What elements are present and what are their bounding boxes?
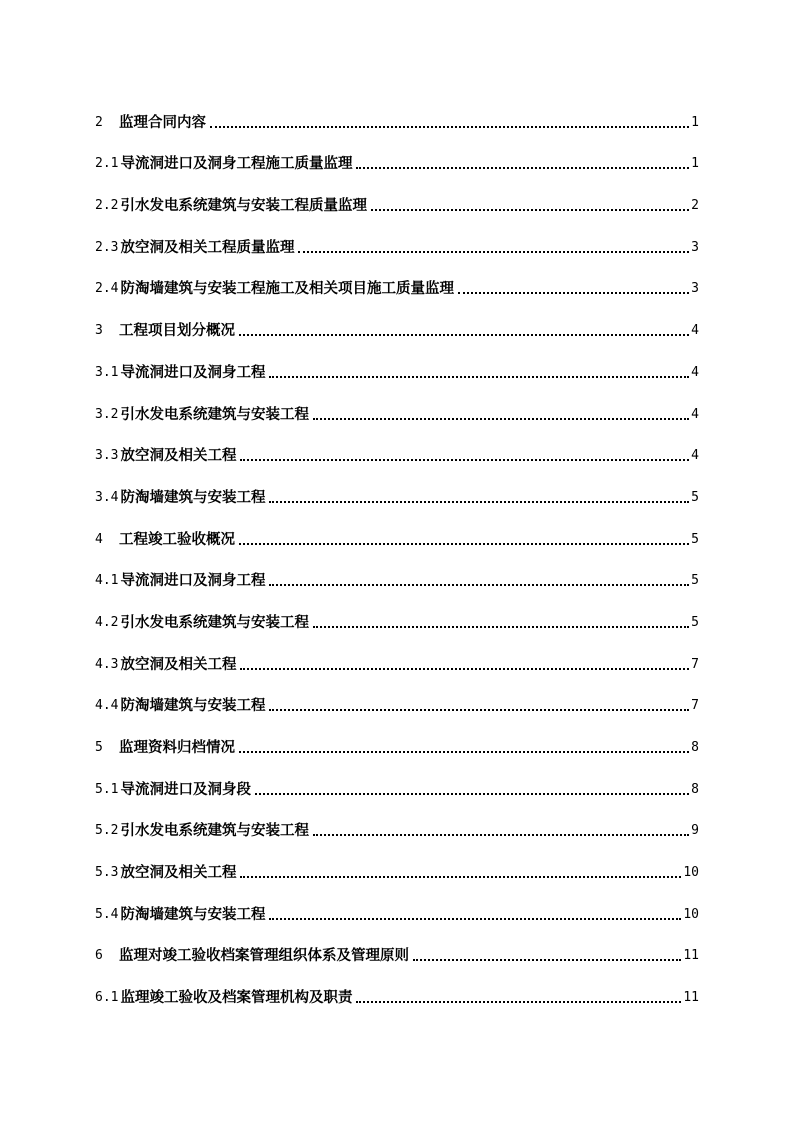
toc-entry-title: 导流洞进口及洞身工程: [120, 572, 266, 590]
toc-entry-page-number: 4: [691, 406, 699, 422]
toc-entry-page-number: 10: [683, 865, 699, 881]
toc-dot-leader: [240, 668, 689, 670]
toc-entry-title: 导流洞进口及洞身工程施工质量监理: [120, 155, 353, 173]
toc-dot-leader: [313, 626, 689, 628]
toc-entry[interactable]: [95, 393, 699, 435]
toc-dot-leader: [269, 501, 689, 503]
toc-entry[interactable]: [95, 309, 699, 351]
toc-entry-number: 5.4: [95, 906, 119, 922]
toc-dot-leader: [269, 376, 689, 378]
toc-entry-number: 5: [95, 740, 103, 755]
toc-entry-title: 监理竣工验收及档案管理机构及职责: [120, 989, 353, 1007]
toc-entry-title: 工程竣工验收概况: [119, 530, 235, 548]
toc-dot-leader: [313, 834, 689, 836]
toc-entry-title: 导流洞进口及洞身段: [120, 780, 251, 798]
toc-entry-number: 2.2: [95, 198, 119, 214]
toc-entry-page-number: 3: [691, 281, 699, 297]
toc-entry-title: 导流洞进口及洞身工程: [120, 363, 266, 381]
toc-entry[interactable]: [95, 685, 699, 727]
toc-entry-title: 监理对竣工验收档案管理组织体系及管理原则: [119, 947, 409, 965]
toc-entry[interactable]: [95, 601, 699, 643]
toc-entry-number: 2: [95, 114, 103, 130]
toc-entry[interactable]: [95, 351, 699, 393]
toc-entry-number: 4.2: [95, 614, 119, 630]
toc-entry[interactable]: [95, 935, 699, 977]
toc-entry-page-number: 5: [691, 489, 699, 505]
toc-entry-page-number: 9: [691, 823, 699, 839]
toc-entry-number: 5.3: [95, 865, 119, 881]
table-of-contents: [95, 101, 699, 1018]
toc-entry-number: 5.2: [95, 823, 119, 839]
toc-entry-title: 引水发电系统建筑与安装工程: [120, 405, 309, 423]
toc-entry-title: 工程项目划分概况: [119, 322, 235, 340]
toc-entry-page-number: 7: [691, 698, 699, 714]
toc-entry-number: 3: [95, 323, 103, 339]
toc-dot-leader: [239, 751, 689, 753]
toc-entry[interactable]: [95, 435, 699, 477]
toc-dot-leader: [413, 959, 681, 961]
toc-entry-page-number: 4: [691, 448, 699, 464]
toc-entry-title: 引水发电系统建筑与安装工程: [120, 613, 309, 631]
toc-entry[interactable]: [95, 768, 699, 810]
toc-dot-leader: [239, 334, 689, 336]
toc-entry-page-number: 4: [691, 364, 699, 380]
toc-entry-number: 5.1: [95, 781, 119, 797]
toc-dot-leader: [371, 209, 689, 211]
toc-entry-page-number: 11: [683, 948, 699, 964]
toc-entry-page-number: 7: [691, 656, 699, 672]
toc-entry-number: 4.3: [95, 656, 119, 672]
toc-entry-page-number: 1: [691, 114, 699, 130]
toc-entry-number: 4: [95, 531, 103, 547]
toc-entry-page-number: 3: [691, 239, 699, 255]
toc-dot-leader: [356, 167, 689, 169]
toc-entry-page-number: 10: [683, 906, 699, 922]
toc-entry-number: 6: [95, 948, 103, 964]
toc-entry-title: 放空洞及相关工程: [120, 864, 237, 882]
toc-entry-number: 3.2: [95, 406, 119, 422]
toc-entry-number: 2.1: [95, 156, 119, 172]
toc-entry-number: 3.4: [95, 489, 119, 505]
toc-entry-title: 防淘墙建筑与安装工程施工及相关项目施工质量监理: [120, 280, 454, 298]
toc-entry[interactable]: [95, 226, 699, 268]
toc-entry-title: 引水发电系统建筑与安装工程质量监理: [120, 197, 367, 215]
toc-entry[interactable]: [95, 143, 699, 185]
toc-entry[interactable]: [95, 518, 699, 560]
toc-entry[interactable]: [95, 560, 699, 602]
toc-entry-title: 防淘墙建筑与安装工程: [120, 488, 266, 506]
toc-dot-leader: [239, 543, 689, 545]
toc-entry-number: 2.4: [95, 281, 119, 297]
toc-entry[interactable]: [95, 476, 699, 518]
toc-dot-leader: [240, 459, 689, 461]
toc-entry-title: 放空洞及相关工程: [120, 655, 237, 673]
toc-dot-leader: [356, 1001, 681, 1003]
toc-entry[interactable]: [95, 101, 699, 143]
toc-entry[interactable]: [95, 976, 699, 1018]
toc-entry-title: 放空洞及相关工程质量监理: [120, 238, 295, 256]
toc-dot-leader: [458, 292, 689, 294]
toc-entry-title: 放空洞及相关工程: [120, 447, 237, 465]
toc-dot-leader: [269, 918, 681, 920]
toc-entry[interactable]: [95, 268, 699, 310]
toc-entry-title: 监理资料归档情况: [119, 739, 235, 756]
toc-entry[interactable]: [95, 726, 699, 768]
toc-entry-page-number: 8: [691, 781, 699, 797]
toc-entry-number: 3.1: [95, 364, 119, 380]
toc-entry-number: 3.3: [95, 448, 119, 464]
toc-dot-leader: [255, 793, 689, 795]
toc-entry-page-number: 5: [691, 573, 699, 589]
toc-entry-number: 4.1: [95, 573, 119, 589]
toc-entry[interactable]: [95, 851, 699, 893]
toc-entry-page-number: 2: [691, 198, 699, 214]
toc-entry-page-number: 5: [691, 614, 699, 630]
toc-entry-number: 4.4: [95, 698, 119, 714]
toc-entry-page-number: 8: [691, 740, 699, 755]
toc-entry[interactable]: [95, 893, 699, 935]
toc-entry-number: 2.3: [95, 239, 119, 255]
toc-entry-title: 防淘墙建筑与安装工程: [120, 697, 266, 715]
toc-dot-leader: [269, 584, 689, 586]
toc-entry-title: 防淘墙建筑与安装工程: [120, 905, 266, 923]
toc-entry-page-number: 4: [691, 323, 699, 339]
toc-dot-leader: [298, 251, 689, 253]
toc-dot-leader: [313, 418, 689, 420]
toc-entry[interactable]: [95, 184, 699, 226]
toc-entry-page-number: 5: [691, 531, 699, 547]
toc-dot-leader: [269, 709, 689, 711]
toc-entry[interactable]: [95, 810, 699, 852]
toc-dot-leader: [240, 876, 681, 878]
toc-entry-number: 6.1: [95, 990, 119, 1006]
toc-dot-leader: [210, 126, 689, 128]
toc-entry[interactable]: [95, 643, 699, 685]
toc-entry-page-number: 1: [691, 156, 699, 172]
toc-entry-title: 监理合同内容: [119, 113, 206, 131]
toc-entry-title: 引水发电系统建筑与安装工程: [120, 822, 309, 840]
toc-entry-page-number: 11: [683, 990, 699, 1006]
